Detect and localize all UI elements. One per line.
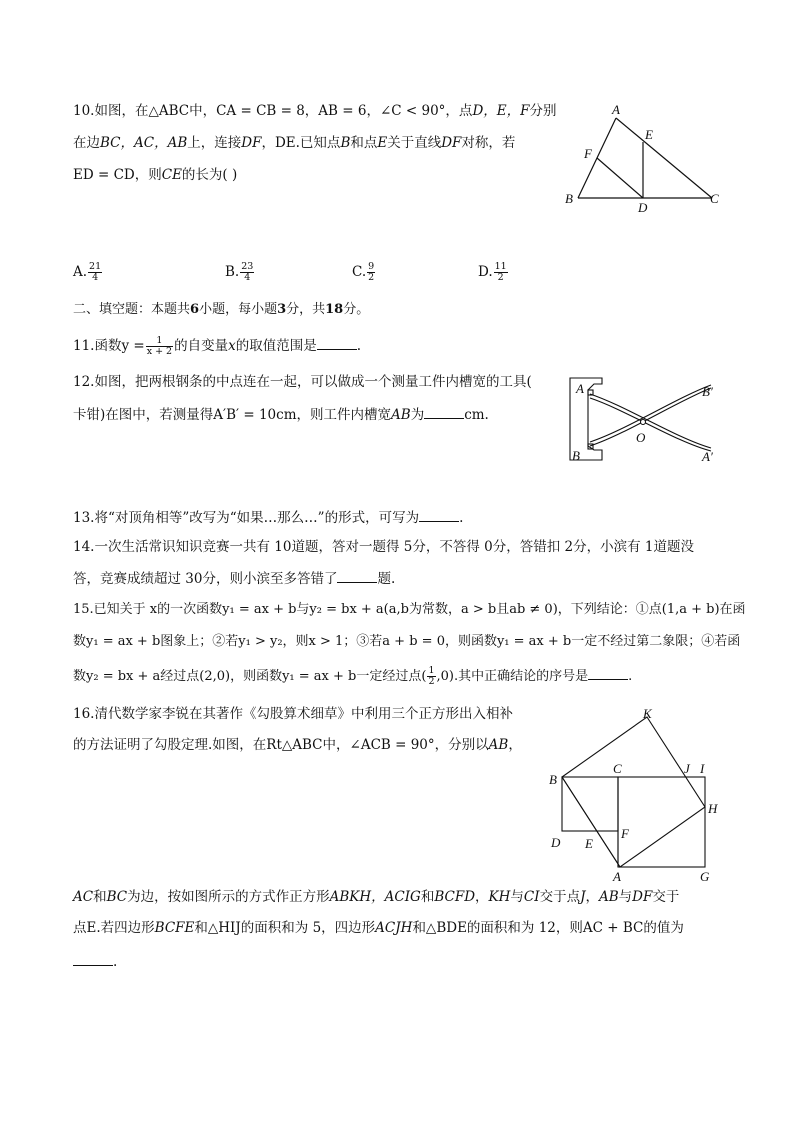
q12-line1: 12.如图，把两根钢条的中点连在一起，可以做成一个测量工件内槽宽的工具(	[73, 374, 532, 390]
q16-line3: AC和BC为边，按如图所示的方式作正方形ABKH，ACIG和BCFD，KH与CI交于点J，AB与DF交于	[73, 889, 680, 905]
section-2-header: 二、填空题：本题共6小题，每小题3分，共18分。	[73, 302, 370, 317]
q14-line2: 答，竞赛成绩超过 30分，则小滨至多答错了 题.	[73, 568, 395, 589]
q12-label-A: A	[576, 381, 584, 396]
q10-option-b: B. $\frac{23}{4}$	[225, 261, 254, 283]
q10-triangle-figure	[560, 100, 730, 215]
q16-label-J: J	[684, 761, 690, 776]
q15-line3: 数y₂ = bx + a经过点(2,0)，则函数y₁ = ax + b一定经过点( $\frac{1}{2}$ ,0).其中正确结论的序号是 .	[73, 665, 633, 687]
q12-answer-blank[interactable]	[424, 404, 464, 419]
q10-option-a: A. $\frac{21}{4}$	[73, 261, 102, 283]
q16-label-F: F	[621, 826, 629, 841]
q16-label-G: G	[700, 869, 710, 884]
q10-label-B: B	[565, 191, 573, 206]
q15-answer-blank[interactable]	[588, 665, 628, 680]
q12-line2: 卡钳)在图中，若测量得A′B′ = 10cm，则工件内槽宽AB为 cm.	[73, 404, 489, 425]
q12-label-O: O	[636, 430, 646, 445]
q10-label-C: C	[710, 191, 719, 206]
q14-line1: 14.一次生活常识知识竞赛一共有 10道题，答对一题得 5分，不答得 0分，答错扣 2分，小滨有 1道题没	[73, 539, 694, 555]
q16-label-H: H	[708, 801, 718, 816]
q16-line2: 的方法证明了勾股定理.如图，在Rt△ABC中，∠ACB = 90°，分别以AB，	[73, 737, 522, 753]
q12-label-Ap: A′	[702, 449, 713, 464]
q13-answer-blank[interactable]	[419, 507, 459, 522]
q14-answer-blank[interactable]	[337, 568, 377, 583]
q15-line1: 15.已知关于 x的一次函数y₁ = ax + b与y₂ = bx + a(a,b为常数，a > b且ab ≠ 0)，下列结论：①点(1,a + b)在函	[73, 602, 746, 617]
q16-label-K: K	[643, 706, 652, 721]
q12-label-Bp: B′	[702, 384, 713, 399]
q11-answer-blank[interactable]	[317, 335, 357, 350]
q12-caliper-figure	[566, 376, 736, 466]
q16-label-B: B	[549, 772, 557, 787]
q16-line4: 点E.若四边形BCFE和△HIJ的面积和为 5，四边形ACJH和△BDE的面积和为 12，则AC + BC的值为	[73, 920, 684, 936]
q10-line2: 在边BC，AC，AB上，连接DF，DE.已知点B和点E关于直线DF对称，若	[73, 135, 516, 151]
q16-label-C: C	[613, 761, 622, 776]
q10-line3: ED = CD，则CE的长为( )	[73, 167, 238, 183]
q16-line1: 16.清代数学家李锐在其著作《勾股算术细草》中利用三个正方形出入相补	[73, 706, 513, 722]
q16-squares-figure	[545, 705, 730, 885]
q10-option-c: C. $\frac{9}{2}$	[352, 261, 375, 283]
q12-label-B: B	[572, 448, 580, 463]
q10-line1: 10.如图，在△ABC中，CA = CB = 8，AB = 6，∠C < 90°，点D，E，F分别	[73, 103, 557, 119]
q10-label-A: A	[612, 102, 620, 117]
q10-label-D: D	[638, 200, 648, 215]
q16-label-A: A	[613, 869, 621, 884]
q11-line: 11.函数y = $\frac{1}{x + 2}$ 的自变量x的取值范围是 .	[73, 335, 362, 357]
q16-label-D: D	[551, 835, 561, 850]
q16-label-E: E	[585, 836, 593, 851]
q16-label-I: I	[700, 761, 705, 776]
q10-label-F: F	[584, 146, 592, 161]
q16-line5: .	[73, 951, 117, 972]
q10-label-E: E	[645, 127, 653, 142]
q15-line2: 数y₁ = ax + b图象上；②若y₁ > y₂，则x > 1；③若a + b = 0，则函数y₁ = ax + b一定不经过第二象限；④若函	[73, 634, 741, 649]
q16-answer-blank[interactable]	[73, 951, 113, 966]
q13-line: 13.将“对顶角相等”改写为“如果…那么…”的形式，可写为 .	[73, 507, 463, 528]
q10-option-d: D. $\frac{11}{2}$	[478, 261, 507, 283]
